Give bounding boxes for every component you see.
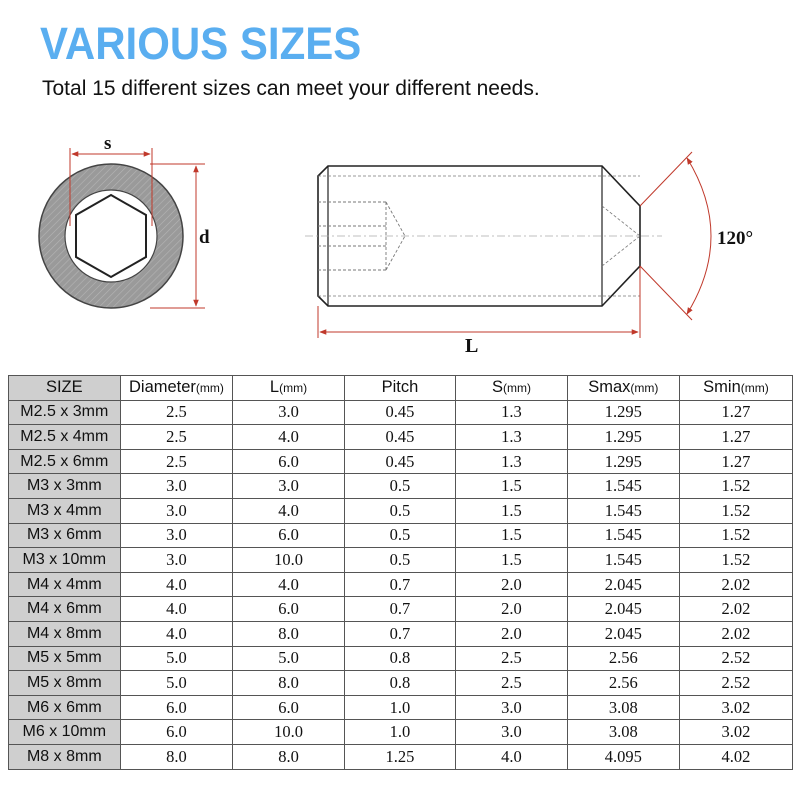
- cell-pitch: 1.25: [344, 744, 455, 769]
- cell-smin: 1.27: [679, 400, 792, 425]
- cell-length: 6.0: [233, 695, 344, 720]
- table-row: [9, 621, 793, 646]
- cell-s: 2.0: [456, 597, 568, 622]
- cell-diameter: 2.5: [120, 400, 233, 425]
- table-row: [9, 720, 793, 745]
- cell-pitch: 0.5: [344, 498, 455, 523]
- cell-pitch: 0.8: [344, 646, 455, 671]
- cell-s: 2.5: [456, 671, 568, 696]
- cell-smax: 2.56: [567, 646, 679, 671]
- cell-smax: 3.08: [567, 720, 679, 745]
- cell-diameter: 4.0: [120, 621, 233, 646]
- table-row: [9, 744, 793, 769]
- cell-s: 1.3: [456, 449, 568, 474]
- size-spec-table: [8, 375, 793, 770]
- cell-pitch: 0.8: [344, 671, 455, 696]
- cell-diameter: 2.5: [120, 449, 233, 474]
- cell-size: M5 x 8mm: [9, 671, 121, 696]
- cell-diameter: 5.0: [120, 646, 233, 671]
- cell-pitch: 0.45: [344, 449, 455, 474]
- cell-size: M2.5 x 3mm: [9, 400, 121, 425]
- cell-smin: 1.52: [679, 474, 792, 499]
- cell-pitch: 0.7: [344, 572, 455, 597]
- cell-pitch: 0.5: [344, 523, 455, 548]
- cell-diameter: 8.0: [120, 744, 233, 769]
- screw-diagram: [0, 130, 800, 370]
- cell-smax: 1.295: [567, 425, 679, 450]
- cell-diameter: 3.0: [120, 523, 233, 548]
- cell-smax: 1.295: [567, 449, 679, 474]
- cell-smax: 2.045: [567, 597, 679, 622]
- cell-size: M8 x 8mm: [9, 744, 121, 769]
- cell-smin: 1.27: [679, 449, 792, 474]
- cell-s: 1.5: [456, 474, 568, 499]
- cell-length: 8.0: [233, 744, 344, 769]
- cell-size: M2.5 x 6mm: [9, 449, 121, 474]
- cell-length: 3.0: [233, 400, 344, 425]
- cell-s: 1.3: [456, 425, 568, 450]
- cell-pitch: 1.0: [344, 695, 455, 720]
- cell-pitch: 0.7: [344, 597, 455, 622]
- cell-smin: 1.27: [679, 425, 792, 450]
- cell-length: 6.0: [233, 597, 344, 622]
- cell-size: M5 x 5mm: [9, 646, 121, 671]
- table-row: [9, 695, 793, 720]
- table-row: [9, 474, 793, 499]
- cell-smax: 1.545: [567, 548, 679, 573]
- table-row: [9, 572, 793, 597]
- cell-s: 3.0: [456, 695, 568, 720]
- page-subtitle: Total 15 different sizes can meet your different needs.: [42, 77, 540, 100]
- cell-smax: 1.545: [567, 523, 679, 548]
- cell-size: M3 x 3mm: [9, 474, 121, 499]
- cell-pitch: 0.5: [344, 548, 455, 573]
- cell-smax: 1.545: [567, 498, 679, 523]
- cell-length: 8.0: [233, 671, 344, 696]
- cell-smin: 1.52: [679, 548, 792, 573]
- cell-length: 6.0: [233, 523, 344, 548]
- cell-s: 1.5: [456, 498, 568, 523]
- cell-length: 4.0: [233, 425, 344, 450]
- cell-length: 8.0: [233, 621, 344, 646]
- end-view: [39, 133, 210, 308]
- header-length: L(mm): [233, 376, 344, 401]
- cell-length: 3.0: [233, 474, 344, 499]
- cell-smin: 2.02: [679, 572, 792, 597]
- cell-s: 1.5: [456, 523, 568, 548]
- cell-pitch: 0.5: [344, 474, 455, 499]
- cell-smin: 2.52: [679, 671, 792, 696]
- cell-s: 3.0: [456, 720, 568, 745]
- cell-smax: 2.045: [567, 621, 679, 646]
- table-row: [9, 671, 793, 696]
- cell-size: M2.5 x 4mm: [9, 425, 121, 450]
- cell-smin: 2.02: [679, 597, 792, 622]
- cell-smax: 2.56: [567, 671, 679, 696]
- cell-size: M3 x 6mm: [9, 523, 121, 548]
- cell-diameter: 3.0: [120, 548, 233, 573]
- header-smax: Smax(mm): [567, 376, 679, 401]
- cell-size: M4 x 6mm: [9, 597, 121, 622]
- cell-size: M3 x 4mm: [9, 498, 121, 523]
- cell-smax: 2.045: [567, 572, 679, 597]
- s-label: s: [104, 133, 112, 154]
- cell-smin: 3.02: [679, 695, 792, 720]
- cell-diameter: 5.0: [120, 671, 233, 696]
- header-diameter: Diameter(mm): [120, 376, 233, 401]
- cell-s: 1.5: [456, 548, 568, 573]
- cell-length: 10.0: [233, 548, 344, 573]
- cell-smin: 4.02: [679, 744, 792, 769]
- cell-diameter: 4.0: [120, 572, 233, 597]
- table-row: [9, 597, 793, 622]
- cell-diameter: 6.0: [120, 720, 233, 745]
- table-row: [9, 449, 793, 474]
- table-row: [9, 523, 793, 548]
- table-body: [9, 400, 793, 769]
- angle-label: 120°: [717, 228, 754, 249]
- cell-pitch: 0.7: [344, 621, 455, 646]
- cell-smax: 1.295: [567, 400, 679, 425]
- header-s: S(mm): [456, 376, 568, 401]
- cell-pitch: 0.45: [344, 400, 455, 425]
- cell-size: M6 x 6mm: [9, 695, 121, 720]
- cell-diameter: 3.0: [120, 498, 233, 523]
- table-row: [9, 498, 793, 523]
- cell-smin: 3.02: [679, 720, 792, 745]
- cell-s: 4.0: [456, 744, 568, 769]
- table-row: [9, 400, 793, 425]
- cell-smin: 2.02: [679, 621, 792, 646]
- cell-smax: 3.08: [567, 695, 679, 720]
- side-view: [305, 152, 753, 357]
- cell-size: M6 x 10mm: [9, 720, 121, 745]
- cell-size: M4 x 8mm: [9, 621, 121, 646]
- cell-smin: 2.52: [679, 646, 792, 671]
- cell-length: 6.0: [233, 449, 344, 474]
- header-smin: Smin(mm): [679, 376, 792, 401]
- cell-length: 10.0: [233, 720, 344, 745]
- cell-diameter: 4.0: [120, 597, 233, 622]
- l-label: L: [465, 335, 479, 357]
- header-pitch: Pitch: [344, 376, 455, 401]
- cell-smin: 1.52: [679, 523, 792, 548]
- cell-diameter: 3.0: [120, 474, 233, 499]
- cell-pitch: 1.0: [344, 720, 455, 745]
- cell-s: 2.5: [456, 646, 568, 671]
- header-size: SIZE: [9, 376, 121, 401]
- cell-smin: 1.52: [679, 498, 792, 523]
- cell-length: 4.0: [233, 498, 344, 523]
- d-label: d: [199, 227, 210, 248]
- cell-length: 4.0: [233, 572, 344, 597]
- cell-diameter: 6.0: [120, 695, 233, 720]
- cell-length: 5.0: [233, 646, 344, 671]
- cell-s: 2.0: [456, 572, 568, 597]
- table-row: [9, 646, 793, 671]
- cell-pitch: 0.45: [344, 425, 455, 450]
- cell-diameter: 2.5: [120, 425, 233, 450]
- cell-s: 2.0: [456, 621, 568, 646]
- cell-size: M3 x 10mm: [9, 548, 121, 573]
- page-title: VARIOUS SIZES: [40, 18, 362, 69]
- cell-s: 1.3: [456, 400, 568, 425]
- table-row: [9, 548, 793, 573]
- cell-smax: 4.095: [567, 744, 679, 769]
- table-row: [9, 425, 793, 450]
- table-header-row: [9, 376, 793, 401]
- cell-smax: 1.545: [567, 474, 679, 499]
- cell-size: M4 x 4mm: [9, 572, 121, 597]
